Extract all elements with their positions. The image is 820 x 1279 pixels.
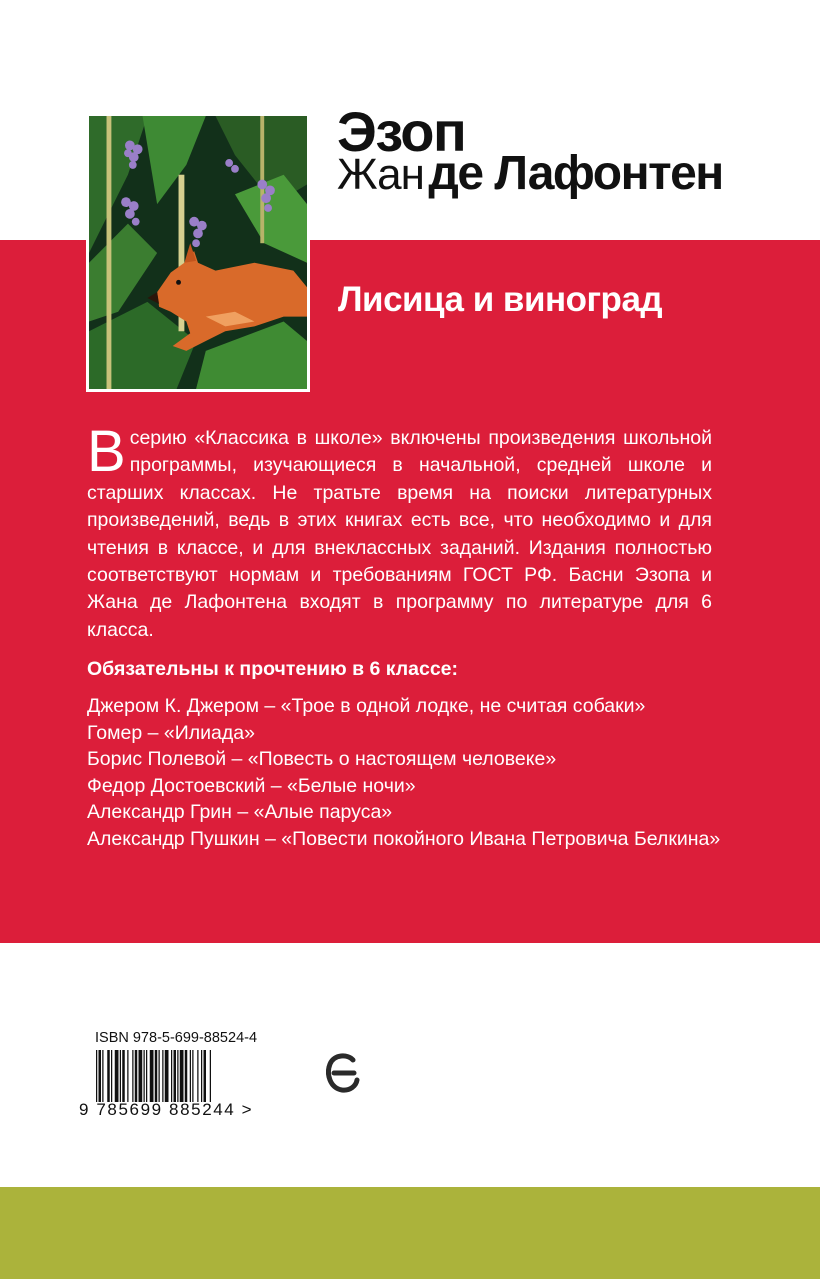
list-item: Александр Грин – «Алые паруса» [87,801,393,824]
book-title: Лисица и виноград [338,280,663,319]
list-item: Борис Полевой – «Повесть о настоящем человеке» [87,748,557,771]
author-last-name: де Лафонтен [428,147,723,200]
author-name-aesop: Эзоп [337,100,466,163]
isbn-label: ISBN 978-5-699-88524-4 [95,1030,258,1046]
barcode-digits: 9 785699 885244 > [79,1100,254,1119]
eksmo-logo-icon [326,1052,360,1094]
required-reading-heading: Обязательны к прочтению в 6 классе: [87,658,459,680]
description-text: серию «Классика в школе» включены произведения школьной программы, изучающиеся в начальной, средней школе и старших классах. Не тратьте время на поиски литературных произведений, ведь в этих книгах есть все, что необходимо и для чтения в классе, и для внеклассных заданий. Издания полностью соответствуют нормам и требованиям ГОСТ РФ. Басни Эзопа и Жана де Лафонтена входят в программу по литературе для 6 класса. [87,427,712,641]
required-reading-list [87,693,727,853]
author-first-name: Жан [337,150,424,199]
list-item: Федор Достоевский – «Белые ночи» [87,774,416,797]
list-item: Джером К. Джером – «Трое в одной лодке, не считая собаки» [87,695,646,717]
list-item: Гомер – «Илиада» [87,721,255,744]
fox-and-grapes-illustration [86,113,310,392]
list-item: Александр Пушкин – «Повести покойного Ивана Петровича Белкина» [87,827,721,850]
author-name-lafontaine [337,147,723,200]
series-description [87,419,712,644]
olive-bottom-band [0,1187,820,1279]
drop-cap: В [87,419,126,484]
barcode [95,1050,250,1102]
